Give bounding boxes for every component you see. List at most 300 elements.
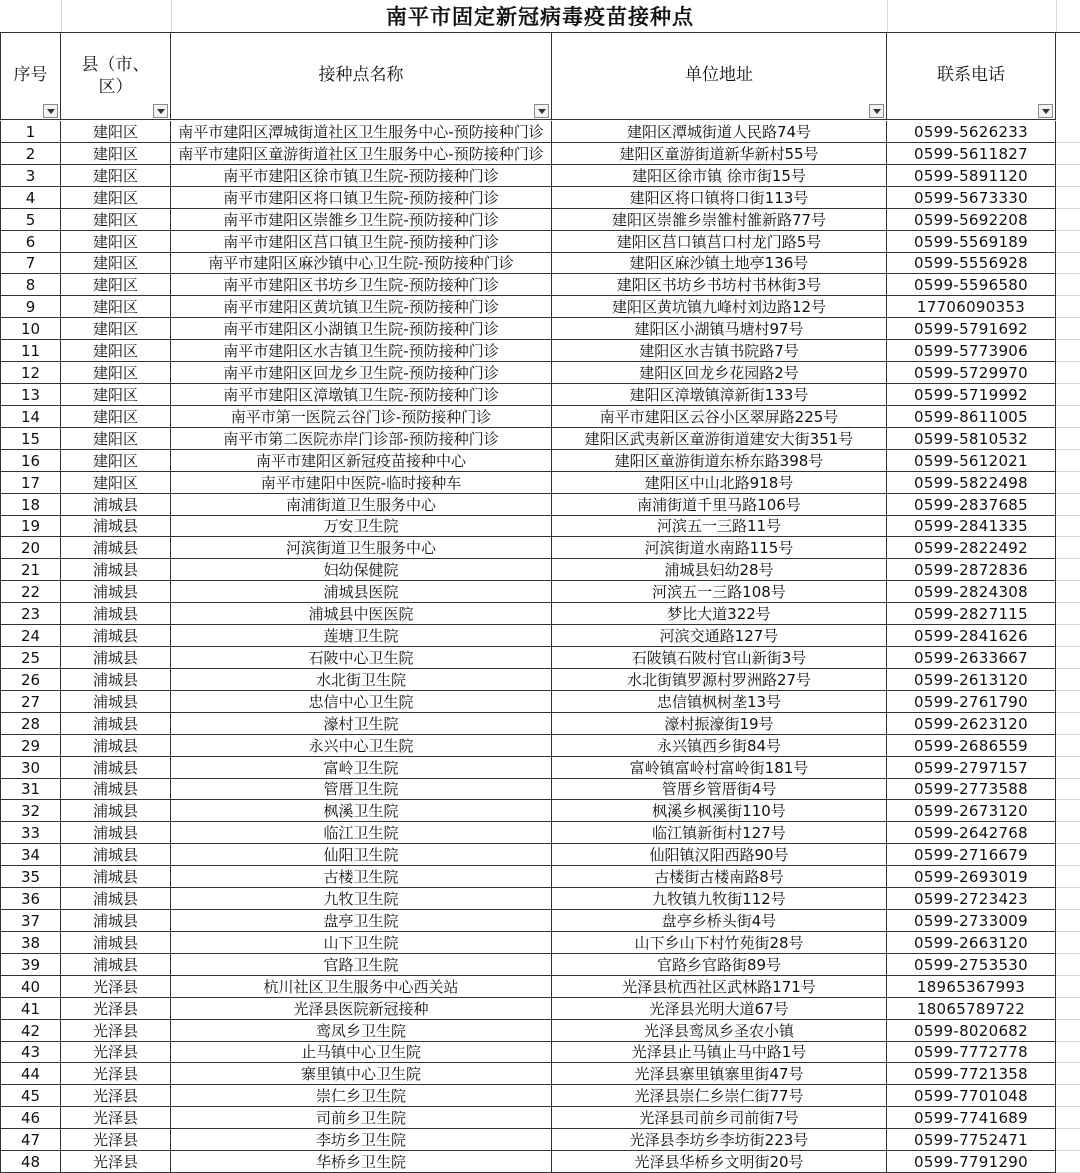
row-site-name[interactable]	[171, 1020, 552, 1042]
row-phone[interactable]	[887, 779, 1056, 800]
row-county[interactable]	[61, 757, 171, 779]
empty-cell[interactable]	[1056, 384, 1080, 406]
filter-dropdown-icon[interactable]	[153, 104, 168, 118]
row-phone[interactable]	[887, 888, 1056, 910]
row-seq[interactable]	[0, 274, 61, 296]
empty-cell[interactable]	[1056, 603, 1080, 625]
row-county[interactable]	[61, 866, 171, 888]
row-site-name[interactable]	[171, 1063, 552, 1085]
row-seq[interactable]	[0, 647, 61, 669]
row-seq[interactable]	[0, 603, 61, 625]
row-seq[interactable]	[0, 318, 61, 340]
row-seq[interactable]	[0, 976, 61, 998]
empty-cell[interactable]	[1056, 318, 1080, 340]
row-phone[interactable]	[887, 910, 1056, 932]
row-county[interactable]	[61, 1107, 171, 1129]
row-address[interactable]	[552, 253, 887, 274]
row-county[interactable]	[61, 888, 171, 910]
row-county-text: 浦城县	[92, 539, 138, 557]
row-phone[interactable]	[887, 581, 1056, 603]
row-seq[interactable]	[0, 494, 61, 516]
filter-dropdown-icon[interactable]	[534, 104, 549, 118]
row-address[interactable]	[552, 318, 887, 340]
row-county[interactable]	[61, 450, 171, 472]
row-site-name[interactable]	[171, 713, 552, 735]
row-site-name[interactable]	[171, 121, 552, 143]
filter-dropdown-icon[interactable]	[869, 104, 884, 118]
empty-cell[interactable]	[1056, 691, 1080, 713]
row-site-name[interactable]	[171, 494, 552, 516]
empty-cell[interactable]	[1056, 910, 1080, 932]
row-seq[interactable]	[0, 253, 61, 274]
row-seq[interactable]	[0, 1129, 61, 1151]
empty-cell[interactable]	[1056, 209, 1080, 231]
row-county[interactable]	[61, 713, 171, 735]
row-county[interactable]	[61, 581, 171, 603]
row-county[interactable]	[61, 296, 171, 318]
row-seq[interactable]	[0, 209, 61, 231]
row-county[interactable]	[61, 691, 171, 713]
row-site-name[interactable]	[171, 1042, 552, 1063]
row-site-name[interactable]	[171, 866, 552, 888]
row-address[interactable]	[552, 406, 887, 428]
empty-cell[interactable]	[1056, 296, 1080, 318]
row-county[interactable]	[61, 822, 171, 844]
empty-cell[interactable]	[1056, 516, 1080, 537]
row-seq[interactable]	[0, 866, 61, 888]
row-seq[interactable]	[0, 581, 61, 603]
empty-cell[interactable]	[1056, 800, 1080, 822]
row-site-name[interactable]	[171, 384, 552, 406]
row-county[interactable]	[61, 165, 171, 187]
row-county[interactable]	[61, 669, 171, 691]
row-site-name[interactable]	[171, 209, 552, 231]
row-seq[interactable]	[0, 998, 61, 1020]
row-phone[interactable]	[887, 713, 1056, 735]
row-site-name[interactable]	[171, 581, 552, 603]
row-county[interactable]	[61, 800, 171, 822]
row-seq[interactable]	[0, 516, 61, 537]
empty-cell[interactable]	[1056, 1129, 1080, 1151]
row-phone[interactable]	[887, 735, 1056, 757]
row-site-name-text: 富岭卫生院	[323, 759, 399, 777]
empty-cell[interactable]	[1056, 866, 1080, 888]
row-site-name[interactable]	[171, 516, 552, 537]
row-phone[interactable]	[887, 253, 1056, 274]
row-phone[interactable]	[887, 1129, 1056, 1151]
row-site-name[interactable]	[171, 976, 552, 998]
row-phone[interactable]	[887, 406, 1056, 428]
row-phone[interactable]	[887, 1063, 1056, 1085]
empty-cell[interactable]	[1056, 340, 1080, 362]
row-seq[interactable]	[0, 428, 61, 450]
row-site-name[interactable]	[171, 954, 552, 976]
row-address[interactable]	[552, 1063, 887, 1085]
empty-cell[interactable]	[1056, 165, 1080, 187]
row-address[interactable]	[552, 998, 887, 1020]
row-phone[interactable]	[887, 537, 1056, 559]
row-address[interactable]	[552, 1151, 887, 1173]
empty-cell[interactable]	[1056, 231, 1080, 253]
row-county[interactable]	[61, 121, 171, 143]
row-site-name[interactable]	[171, 340, 552, 362]
row-address[interactable]	[552, 735, 887, 757]
row-seq[interactable]	[0, 362, 61, 384]
row-address[interactable]	[552, 625, 887, 647]
row-address[interactable]	[552, 910, 887, 932]
row-seq[interactable]	[0, 822, 61, 844]
row-seq[interactable]	[0, 143, 61, 165]
empty-cell[interactable]	[1056, 1042, 1080, 1063]
row-address[interactable]	[552, 209, 887, 231]
empty-cell[interactable]	[1056, 450, 1080, 472]
row-phone[interactable]	[887, 647, 1056, 669]
empty-cell[interactable]	[1056, 537, 1080, 559]
row-address[interactable]	[552, 932, 887, 954]
row-address[interactable]	[552, 954, 887, 976]
row-seq[interactable]	[0, 1020, 61, 1042]
empty-cell[interactable]	[1056, 625, 1080, 647]
row-site-name-text: 南平市建阳区书坊乡卫生院-预防接种门诊	[223, 276, 499, 294]
empty-cell[interactable]	[1056, 998, 1080, 1020]
row-seq[interactable]	[0, 559, 61, 581]
row-seq[interactable]	[0, 669, 61, 691]
empty-cell[interactable]	[1056, 406, 1080, 428]
row-phone[interactable]	[887, 187, 1056, 209]
row-phone[interactable]	[887, 1042, 1056, 1063]
table-row	[0, 910, 1080, 932]
row-address[interactable]	[552, 581, 887, 603]
empty-cell[interactable]	[1056, 121, 1080, 143]
row-address[interactable]	[552, 362, 887, 384]
row-address[interactable]	[552, 1020, 887, 1042]
row-seq[interactable]	[0, 844, 61, 866]
row-address[interactable]	[552, 647, 887, 669]
empty-cell[interactable]	[1056, 713, 1080, 735]
row-county[interactable]	[61, 976, 171, 998]
empty-cell[interactable]	[1056, 362, 1080, 384]
row-site-name[interactable]	[171, 647, 552, 669]
row-address[interactable]	[552, 757, 887, 779]
row-address[interactable]	[552, 143, 887, 165]
row-address[interactable]	[552, 537, 887, 559]
row-phone[interactable]	[887, 143, 1056, 165]
row-site-name[interactable]	[171, 888, 552, 910]
row-phone[interactable]	[887, 274, 1056, 296]
row-address[interactable]	[552, 187, 887, 209]
row-county[interactable]	[61, 1020, 171, 1042]
empty-cell[interactable]	[1056, 976, 1080, 998]
row-site-name[interactable]	[171, 669, 552, 691]
row-address[interactable]	[552, 669, 887, 691]
row-address[interactable]	[552, 340, 887, 362]
row-address[interactable]	[552, 472, 887, 494]
empty-cell[interactable]	[1056, 669, 1080, 691]
row-address[interactable]	[552, 450, 887, 472]
row-phone[interactable]	[887, 998, 1056, 1020]
row-phone[interactable]	[887, 472, 1056, 494]
row-phone[interactable]	[887, 494, 1056, 516]
empty-cell[interactable]	[1056, 581, 1080, 603]
empty-cell[interactable]	[1056, 822, 1080, 844]
header-site-name	[171, 32, 552, 120]
row-address[interactable]	[552, 516, 887, 537]
row-seq[interactable]	[0, 406, 61, 428]
row-phone[interactable]	[887, 340, 1056, 362]
row-seq[interactable]	[0, 537, 61, 559]
row-county[interactable]	[61, 537, 171, 559]
row-address[interactable]	[552, 274, 887, 296]
row-site-name[interactable]	[171, 603, 552, 625]
row-seq[interactable]	[0, 1042, 61, 1063]
empty-cell[interactable]	[1056, 428, 1080, 450]
row-address[interactable]	[552, 384, 887, 406]
row-seq[interactable]	[0, 340, 61, 362]
row-county[interactable]	[61, 844, 171, 866]
row-phone-text: 0599-2623120	[914, 715, 1028, 733]
row-site-name[interactable]	[171, 1151, 552, 1173]
row-county[interactable]	[61, 406, 171, 428]
row-address[interactable]	[552, 866, 887, 888]
row-county[interactable]	[61, 318, 171, 340]
row-phone[interactable]	[887, 822, 1056, 844]
row-site-name[interactable]	[171, 910, 552, 932]
row-county[interactable]	[61, 231, 171, 253]
row-phone[interactable]	[887, 450, 1056, 472]
row-county[interactable]	[61, 625, 171, 647]
row-phone[interactable]	[887, 1107, 1056, 1129]
empty-cell[interactable]	[1056, 274, 1080, 296]
row-site-name[interactable]	[171, 253, 552, 274]
row-phone[interactable]	[887, 559, 1056, 581]
row-county[interactable]	[61, 428, 171, 450]
row-county[interactable]	[61, 209, 171, 231]
row-phone[interactable]	[887, 691, 1056, 713]
row-address[interactable]	[552, 976, 887, 998]
empty-cell[interactable]	[1056, 187, 1080, 209]
row-county[interactable]	[61, 143, 171, 165]
row-address[interactable]	[552, 888, 887, 910]
empty-cell[interactable]	[1056, 559, 1080, 581]
row-site-name[interactable]	[171, 274, 552, 296]
empty-cell[interactable]	[1056, 1151, 1080, 1173]
row-county[interactable]	[61, 1063, 171, 1085]
row-phone[interactable]	[887, 757, 1056, 779]
row-seq[interactable]	[0, 187, 61, 209]
row-address[interactable]	[552, 1085, 887, 1107]
empty-cell[interactable]	[1056, 1107, 1080, 1129]
empty-cell[interactable]	[1056, 932, 1080, 954]
row-county[interactable]	[61, 603, 171, 625]
row-site-name[interactable]	[171, 822, 552, 844]
row-county[interactable]	[61, 1085, 171, 1107]
row-seq[interactable]	[0, 1063, 61, 1085]
row-seq[interactable]	[0, 384, 61, 406]
row-address[interactable]	[552, 800, 887, 822]
row-seq[interactable]	[0, 779, 61, 800]
row-phone[interactable]	[887, 603, 1056, 625]
row-county[interactable]	[61, 1151, 171, 1173]
row-site-name[interactable]	[171, 362, 552, 384]
row-site-name[interactable]	[171, 735, 552, 757]
row-phone[interactable]	[887, 1085, 1056, 1107]
row-phone[interactable]	[887, 932, 1056, 954]
row-site-name[interactable]	[171, 231, 552, 253]
row-phone[interactable]	[887, 516, 1056, 537]
row-seq[interactable]	[0, 450, 61, 472]
row-address[interactable]	[552, 691, 887, 713]
row-county[interactable]	[61, 998, 171, 1020]
row-seq[interactable]	[0, 735, 61, 757]
row-phone[interactable]	[887, 296, 1056, 318]
row-site-name[interactable]	[171, 800, 552, 822]
row-site-name[interactable]	[171, 625, 552, 647]
empty-cell[interactable]	[1056, 472, 1080, 494]
row-site-name[interactable]	[171, 472, 552, 494]
row-site-name[interactable]	[171, 450, 552, 472]
row-phone[interactable]	[887, 625, 1056, 647]
row-county[interactable]	[61, 494, 171, 516]
row-phone[interactable]	[887, 209, 1056, 231]
row-seq[interactable]	[0, 954, 61, 976]
row-seq[interactable]	[0, 1151, 61, 1173]
empty-cell[interactable]	[1056, 844, 1080, 866]
row-county[interactable]	[61, 932, 171, 954]
row-phone[interactable]	[887, 318, 1056, 340]
row-address[interactable]	[552, 1042, 887, 1063]
row-site-name[interactable]	[171, 779, 552, 800]
row-county[interactable]	[61, 340, 171, 362]
empty-cell[interactable]	[1056, 1020, 1080, 1042]
row-county[interactable]	[61, 362, 171, 384]
row-county[interactable]	[61, 187, 171, 209]
row-address[interactable]	[552, 296, 887, 318]
row-site-name[interactable]	[171, 428, 552, 450]
row-site-name[interactable]	[171, 757, 552, 779]
row-seq[interactable]	[0, 472, 61, 494]
row-seq[interactable]	[0, 932, 61, 954]
row-site-name[interactable]	[171, 998, 552, 1020]
row-phone[interactable]	[887, 976, 1056, 998]
row-phone[interactable]	[887, 844, 1056, 866]
row-seq[interactable]	[0, 910, 61, 932]
row-site-name[interactable]	[171, 932, 552, 954]
row-address[interactable]	[552, 713, 887, 735]
row-address[interactable]	[552, 165, 887, 187]
row-county[interactable]	[61, 954, 171, 976]
row-address[interactable]	[552, 603, 887, 625]
row-site-name[interactable]	[171, 691, 552, 713]
row-county[interactable]	[61, 779, 171, 800]
row-seq[interactable]	[0, 231, 61, 253]
row-county[interactable]	[61, 253, 171, 274]
row-site-name[interactable]	[171, 1107, 552, 1129]
row-site-name[interactable]	[171, 844, 552, 866]
row-county[interactable]	[61, 559, 171, 581]
row-phone[interactable]	[887, 954, 1056, 976]
row-site-name[interactable]	[171, 296, 552, 318]
row-phone[interactable]	[887, 231, 1056, 253]
empty-cell[interactable]	[1056, 494, 1080, 516]
row-address[interactable]	[552, 1129, 887, 1151]
row-seq[interactable]	[0, 1085, 61, 1107]
row-address[interactable]	[552, 559, 887, 581]
row-address[interactable]	[552, 844, 887, 866]
row-phone[interactable]	[887, 800, 1056, 822]
empty-cell[interactable]	[1056, 253, 1080, 274]
row-seq[interactable]	[0, 296, 61, 318]
row-address[interactable]	[552, 121, 887, 143]
row-county[interactable]	[61, 735, 171, 757]
filter-dropdown-icon[interactable]	[43, 104, 58, 118]
row-county[interactable]	[61, 1042, 171, 1063]
row-county[interactable]	[61, 516, 171, 537]
empty-cell[interactable]	[1056, 1085, 1080, 1107]
row-county[interactable]	[61, 1129, 171, 1151]
row-address[interactable]	[552, 231, 887, 253]
row-seq[interactable]	[0, 691, 61, 713]
row-site-name[interactable]	[171, 1129, 552, 1151]
row-phone[interactable]	[887, 121, 1056, 143]
row-site-name[interactable]	[171, 406, 552, 428]
row-seq[interactable]	[0, 165, 61, 187]
row-site-name[interactable]	[171, 187, 552, 209]
row-phone[interactable]	[887, 384, 1056, 406]
row-phone[interactable]	[887, 428, 1056, 450]
row-site-name[interactable]	[171, 143, 552, 165]
row-seq[interactable]	[0, 1107, 61, 1129]
row-seq[interactable]	[0, 800, 61, 822]
row-county[interactable]	[61, 910, 171, 932]
empty-cell[interactable]	[1056, 888, 1080, 910]
row-site-name[interactable]	[171, 537, 552, 559]
row-seq[interactable]	[0, 121, 61, 143]
row-phone[interactable]	[887, 1020, 1056, 1042]
row-site-name[interactable]	[171, 1085, 552, 1107]
row-county[interactable]	[61, 384, 171, 406]
row-phone[interactable]	[887, 362, 1056, 384]
row-county-text: 浦城县	[92, 737, 138, 755]
empty-cell[interactable]	[1056, 647, 1080, 669]
row-phone[interactable]	[887, 866, 1056, 888]
row-site-name[interactable]	[171, 559, 552, 581]
empty-cell[interactable]	[1056, 1063, 1080, 1085]
empty-cell[interactable]	[1056, 735, 1080, 757]
row-address[interactable]	[552, 494, 887, 516]
row-seq[interactable]	[0, 713, 61, 735]
filter-dropdown-icon[interactable]	[1038, 104, 1053, 118]
row-address[interactable]	[552, 1107, 887, 1129]
row-address[interactable]	[552, 779, 887, 800]
row-address[interactable]	[552, 822, 887, 844]
row-county[interactable]	[61, 472, 171, 494]
row-county[interactable]	[61, 274, 171, 296]
empty-cell[interactable]	[1056, 757, 1080, 779]
row-seq[interactable]	[0, 625, 61, 647]
row-site-name[interactable]	[171, 165, 552, 187]
row-county[interactable]	[61, 647, 171, 669]
empty-cell[interactable]	[1056, 779, 1080, 800]
empty-cell[interactable]	[1056, 143, 1080, 165]
row-phone[interactable]	[887, 165, 1056, 187]
row-address[interactable]	[552, 428, 887, 450]
row-site-name[interactable]	[171, 318, 552, 340]
empty-cell[interactable]	[1056, 954, 1080, 976]
row-seq[interactable]	[0, 757, 61, 779]
row-phone[interactable]	[887, 1151, 1056, 1173]
row-seq[interactable]	[0, 888, 61, 910]
row-phone[interactable]	[887, 669, 1056, 691]
